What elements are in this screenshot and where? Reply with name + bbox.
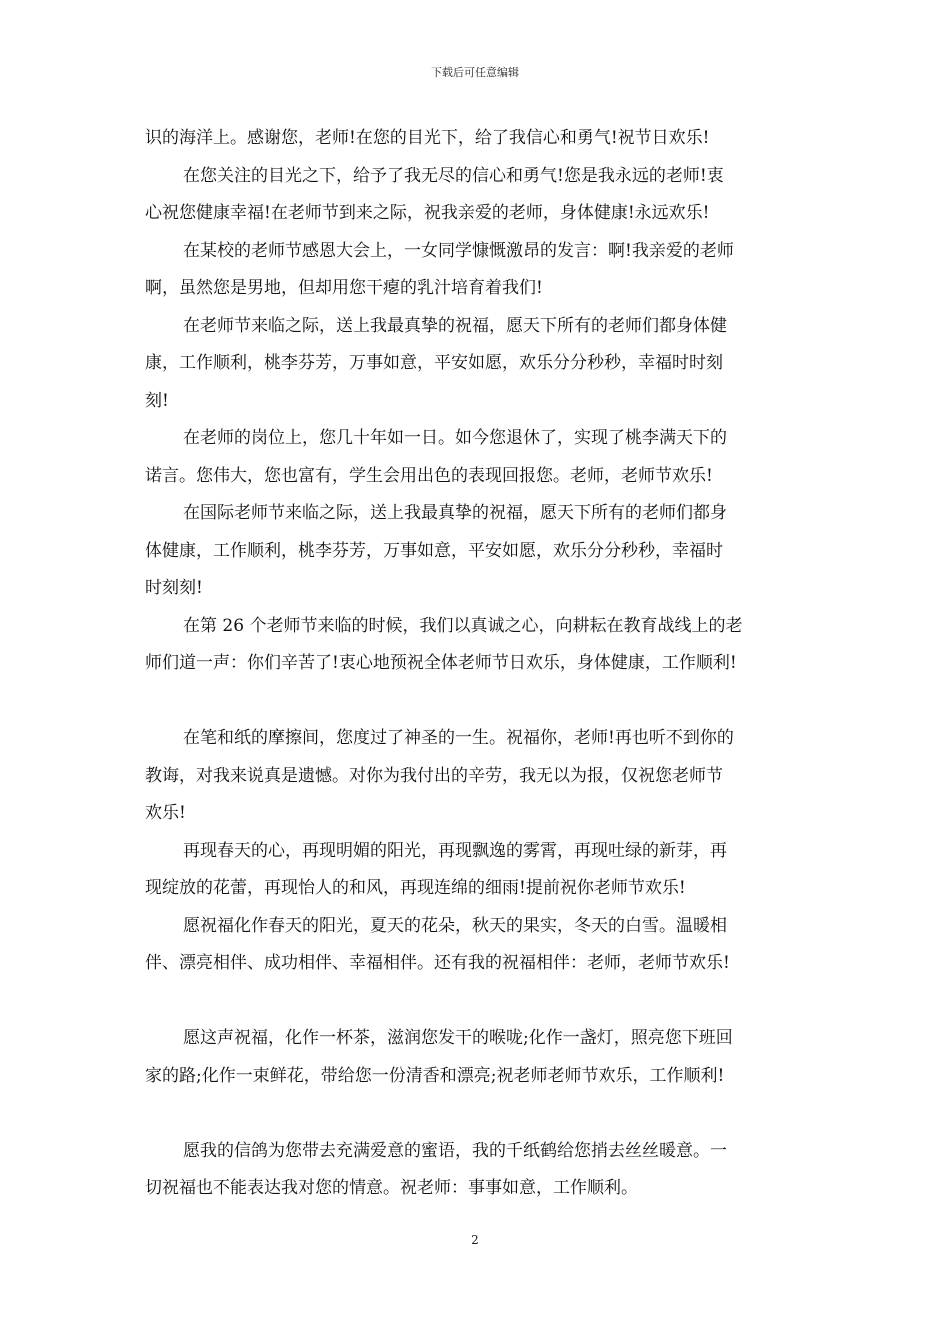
paragraph-line: 在老师节来临之际，送上我最真挚的祝福，愿天下所有的老师们都身体健: [183, 315, 727, 336]
paragraph-line: 切祝福也不能表达我对您的情意。祝老师：事事如意，工作顺利。: [145, 1178, 638, 1198]
paragraph-line: 在某校的老师节感恩大会上，一女同学慷慨激昂的发言：啊!我亲爱的老师: [183, 240, 734, 261]
paragraph-line: 心祝您健康幸福!在老师节到来之际，祝我亲爱的老师，身体健康!永远欢乐!: [145, 203, 710, 223]
paragraph: [145, 1133, 817, 1208]
paragraph-line: 体健康，工作顺利，桃李芬芳，万事如意，平安如愿，欢乐分分秒秒，幸福时: [145, 540, 723, 561]
paragraph: [145, 495, 817, 608]
paragraph-line: 教诲，对我来说真是遗憾。对你为我付出的辛劳，我无以为报，仅祝您老师节: [145, 765, 723, 786]
paragraph-line: 再现春天的心，再现明媚的阳光，再现飘逸的雾霄，再现吐绿的新芽，再: [183, 840, 727, 861]
paragraph-line: 在国际老师节来临之际，送上我最真挚的祝福，愿天下所有的老师们都身: [183, 503, 727, 523]
paragraph-line: 在您关注的目光之下，给予了我无尽的信心和勇气!您是我永远的老师!衷: [183, 165, 724, 186]
paragraph: [145, 233, 817, 308]
paragraph-line: 欢乐!: [145, 803, 186, 823]
paragraph: [145, 1020, 817, 1095]
page-header: 下载后可任意编辑: [431, 66, 519, 79]
paragraph-line: 诺言。您伟大，您也富有，学生会用出色的表现回报您。老师，老师节欢乐!: [145, 465, 713, 486]
paragraph-line: 在第 26 个老师节来临的时候，我们以真诚之心，向耕耘在教育战线上的老: [183, 615, 743, 636]
paragraph-line: 愿这声祝福，化作一杯茶，滋润您发干的喉咙;化作一盏灯，照亮您下班回: [183, 1028, 733, 1048]
paragraph-line: 现绽放的花蕾，再现怡人的和风，再现连绵的细雨!提前祝你老师节欢乐!: [145, 878, 686, 898]
page-number: 2: [471, 1233, 479, 1247]
paragraph-line: 识的海洋上。感谢您，老师!在您的目光下，给了我信心和勇气!祝节日欢乐!: [145, 128, 710, 148]
paragraph-line: 师们道一声：你们辛苦了!衷心地预祝全体老师节日欢乐，身体健康，工作顺利!: [145, 653, 737, 673]
paragraph-line: 康，工作顺利，桃李芬芳，万事如意，平安如愿，欢乐分分秒秒，幸福时时刻: [145, 353, 723, 373]
paragraph: [145, 120, 817, 158]
paragraph-line: 时刻刻!: [145, 578, 203, 598]
paragraph: [145, 720, 817, 833]
document-body: [145, 120, 817, 1208]
paragraph-line: 伴、漂亮相伴、成功相伴、幸福相伴。还有我的祝福相伴：老师，老师节欢乐!: [145, 953, 730, 973]
paragraph: [145, 908, 817, 983]
paragraph-line: 愿我的信鸽为您带去充满爱意的蜜语，我的千纸鹤给您捎去丝丝暖意。一: [183, 1140, 727, 1161]
paragraph-line: 在老师的岗位上，您几十年如一日。如今您退休了，实现了桃李满天下的: [183, 428, 727, 448]
paragraph-line: 啊，虽然您是男地，但却用您干瘪的乳汁培育着我们!: [145, 278, 543, 298]
paragraph: [145, 308, 817, 421]
paragraph: [145, 158, 817, 233]
paragraph: [145, 420, 817, 495]
paragraph-line: 愿祝福化作春天的阳光，夏天的花朵，秋天的果实，冬天的白雪。温暖相: [183, 915, 727, 936]
paragraph-line: 在笔和纸的摩擦间，您度过了神圣的一生。祝福你，老师!再也听不到你的: [183, 728, 734, 748]
paragraph-line: 家的路;化作一束鲜花，带给您一份清香和漂亮;祝老师老师节欢乐，工作顺利!: [145, 1065, 725, 1086]
paragraph: [145, 608, 817, 683]
paragraph: [145, 833, 817, 908]
paragraph-line: 刻!: [145, 390, 169, 411]
